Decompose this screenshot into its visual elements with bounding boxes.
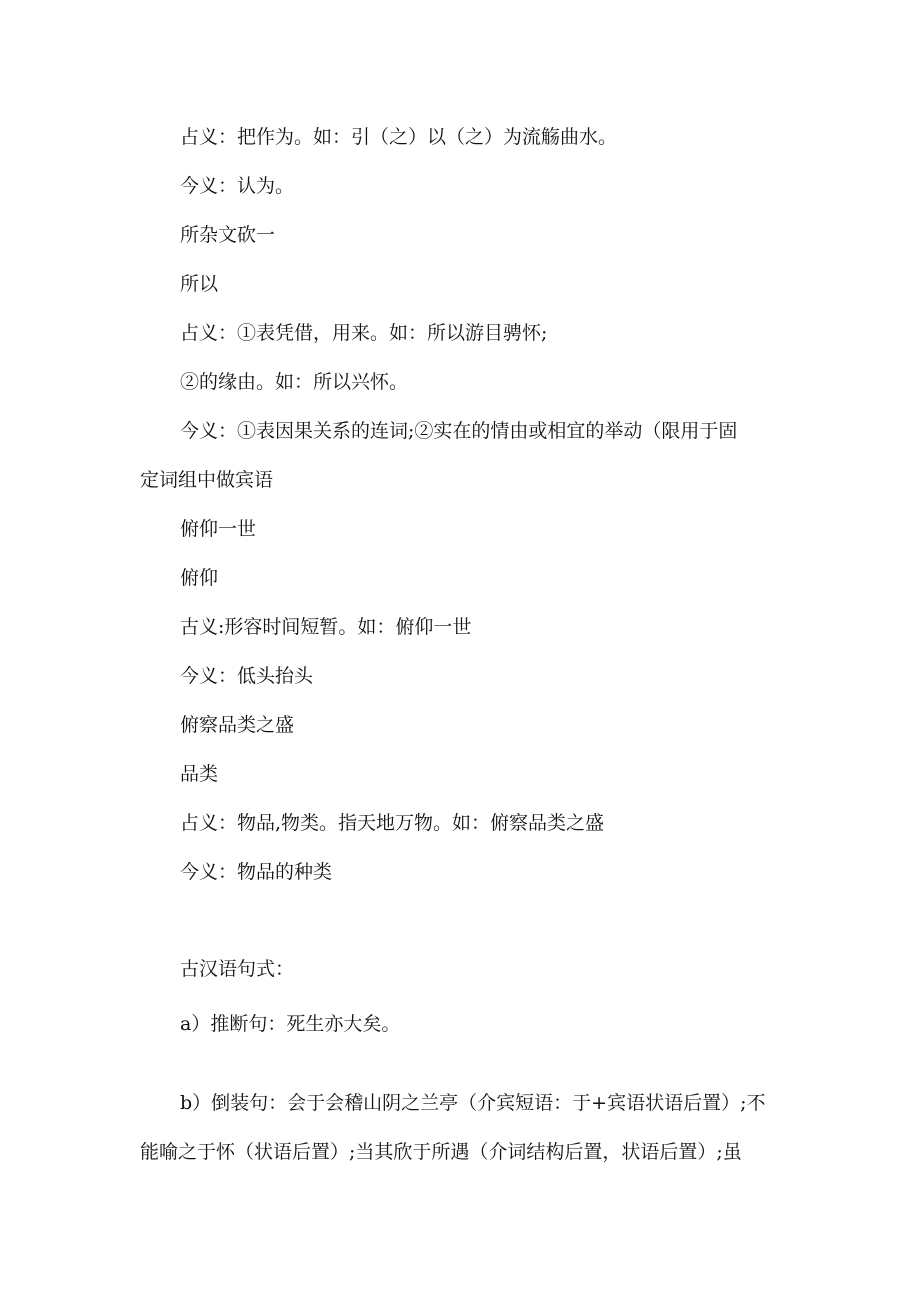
paragraph-continuation: 定词组中做宾语 xyxy=(140,469,274,491)
paragraph: 占义：把作为。如：引（之）以（之）为流觞曲水。 xyxy=(180,126,618,148)
paragraph: 今义：物品的种类 xyxy=(180,861,333,883)
section-heading: 古汉语句式： xyxy=(180,958,295,980)
paragraph: 俯仰一世 xyxy=(180,518,257,540)
paragraph: 占义：物品,物类。指天地万物。如：俯察品类之盛 xyxy=(180,812,605,834)
paragraph: 今义：①表因果关系的连词;②实在的情由或相宜的举动（限用于固 xyxy=(180,420,738,442)
paragraph: 今义：低头抬头 xyxy=(180,665,314,687)
paragraph-continuation: 能喻之于怀（状语后置）;当其欣于所遇（介词结构后置，状语后置）;虽 xyxy=(140,1141,742,1163)
paragraph: 俯仰 xyxy=(180,567,219,589)
paragraph: b）倒装句：会于会稽山阴之兰亭（介宾短语：于+宾语状语后置）;不 xyxy=(180,1092,766,1114)
paragraph: a）推断句：死生亦大矣。 xyxy=(180,1013,401,1035)
paragraph: 品类 xyxy=(180,763,219,785)
paragraph: 古义:形容时间短暂。如：俯仰一世 xyxy=(180,616,472,638)
paragraph: 今义：认为。 xyxy=(180,175,295,197)
paragraph: 占义：①表凭借，用来。如：所以游目骋怀; xyxy=(180,322,548,344)
paragraph: 俯察品类之盛 xyxy=(180,714,295,736)
paragraph: ②的缘由。如：所以兴怀。 xyxy=(180,371,409,393)
paragraph: 所以 xyxy=(180,273,219,295)
paragraph: 所杂文砍一 xyxy=(180,224,276,246)
